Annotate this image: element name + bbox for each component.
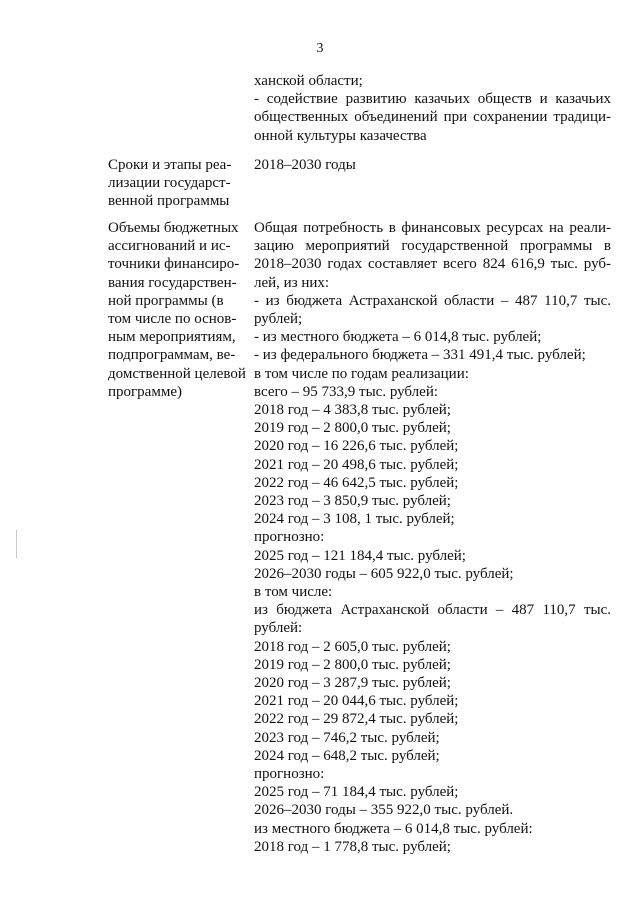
value-line: 2019 год – 2 800,0 тыс. рублей; bbox=[254, 656, 451, 673]
value-line: в том числе: bbox=[254, 584, 333, 600]
value-line: лей, из них: bbox=[254, 274, 330, 291]
value-line: 2025 год – 121 184,4 тыс. рублей; bbox=[254, 547, 466, 564]
label-line: точники финансиро- bbox=[108, 256, 240, 273]
label-line: том числе по основ- bbox=[108, 311, 237, 328]
value-line: 2024 год – 3 108, 1 тыс. рублей; bbox=[254, 511, 455, 528]
value-line: рублей; bbox=[254, 310, 303, 327]
value-line: 2020 год – 16 226,6 тыс. рублей; bbox=[254, 438, 459, 455]
label-line: Объемы бюджетных bbox=[108, 220, 239, 236]
value-line: из местного бюджета – 6 014,8 тыс. рублей: bbox=[254, 820, 533, 837]
value-line: - из местного бюджета – 6 014,8 тыс. рублей; bbox=[254, 329, 542, 346]
value-line: 2026–2030 годы – 355 922,0 тыс. рублей. bbox=[254, 802, 514, 819]
row-label-financing bbox=[108, 219, 248, 401]
value-line: 2026–2030 годы – 605 922,0 тыс. рублей; bbox=[254, 565, 514, 582]
value-line: 2023 год – 3 850,9 тыс. рублей; bbox=[254, 492, 451, 509]
value-line: 2018–2030 годах составляет всего 824 616,9 тыс. руб- bbox=[254, 256, 611, 273]
label-line: программе) bbox=[108, 383, 182, 400]
row-value-timeline bbox=[254, 156, 611, 174]
value-line: 2022 год – 46 642,5 тыс. рублей; bbox=[254, 474, 459, 491]
value-line: 2023 год – 746,2 тыс. рублей; bbox=[254, 729, 440, 746]
value-line: 2018–2030 годы bbox=[254, 157, 356, 173]
value-line: 2018 год – 2 605,0 тыс. рублей; bbox=[254, 638, 451, 655]
label-line: подпрограммам, ве- bbox=[108, 347, 236, 364]
value-line: - из бюджета Астраханской области – 487 110,7 тыс. bbox=[254, 292, 611, 309]
value-line: 2022 год – 29 872,4 тыс. рублей; bbox=[254, 711, 459, 728]
margin-mark bbox=[16, 530, 17, 558]
value-line: всего – 95 733,9 тыс. рублей: bbox=[254, 383, 439, 400]
label-line: ассигнований и ис- bbox=[108, 238, 231, 255]
label-line: вания государствен- bbox=[108, 274, 237, 291]
label-line: венной программы bbox=[108, 193, 230, 210]
value-line: в том числе по годам реализации: bbox=[254, 365, 469, 382]
value-line: 2024 год – 648,2 тыс. рублей; bbox=[254, 747, 440, 764]
text-line: онной культуры казачества bbox=[254, 127, 427, 144]
page-number: 3 bbox=[316, 41, 324, 56]
label-line: домственной целевой bbox=[108, 365, 246, 382]
label-line: лизации государст- bbox=[108, 175, 231, 192]
row-value-financing bbox=[254, 219, 611, 856]
text-line: общественных объединений при сохранении традици- bbox=[254, 109, 611, 126]
text-line: - содействие развитию казачьих обществ и казачьих bbox=[254, 91, 611, 108]
value-line: 2018 год – 1 778,8 тыс. рублей; bbox=[254, 838, 451, 855]
value-line: - из федерального бюджета – 331 491,4 тыс. рублей; bbox=[254, 347, 586, 364]
value-line: 2018 год – 4 383,8 тыс. рублей; bbox=[254, 401, 451, 418]
label-line: ным мероприятиям, bbox=[108, 329, 236, 346]
label-line: Сроки и этапы реа- bbox=[108, 157, 232, 173]
value-line: Общая потребность в финансовых ресурсах на реали- bbox=[254, 220, 611, 236]
value-line: прогнозно: bbox=[254, 529, 325, 546]
value-line: 2019 год – 2 800,0 тыс. рублей; bbox=[254, 420, 451, 437]
text-line: ханской области; bbox=[254, 73, 363, 89]
label-line: ной программы (в bbox=[108, 292, 224, 309]
value-line: 2020 год – 3 287,9 тыс. рублей; bbox=[254, 675, 451, 691]
value-line: 2025 год – 71 184,4 тыс. рублей; bbox=[254, 784, 459, 801]
continuation-text bbox=[254, 72, 611, 145]
row-label-timeline bbox=[108, 156, 248, 211]
value-line: 2021 год – 20 044,6 тыс. рублей; bbox=[254, 693, 459, 710]
value-line: прогнозно: bbox=[254, 766, 325, 783]
value-line: 2021 год – 20 498,6 тыс. рублей; bbox=[254, 456, 459, 473]
value-line: рублей: bbox=[254, 620, 303, 637]
value-line: зацию мероприятий государственной программы в bbox=[254, 238, 611, 255]
value-line: из бюджета Астраханской области – 487 110,7 тыс. bbox=[254, 602, 611, 619]
